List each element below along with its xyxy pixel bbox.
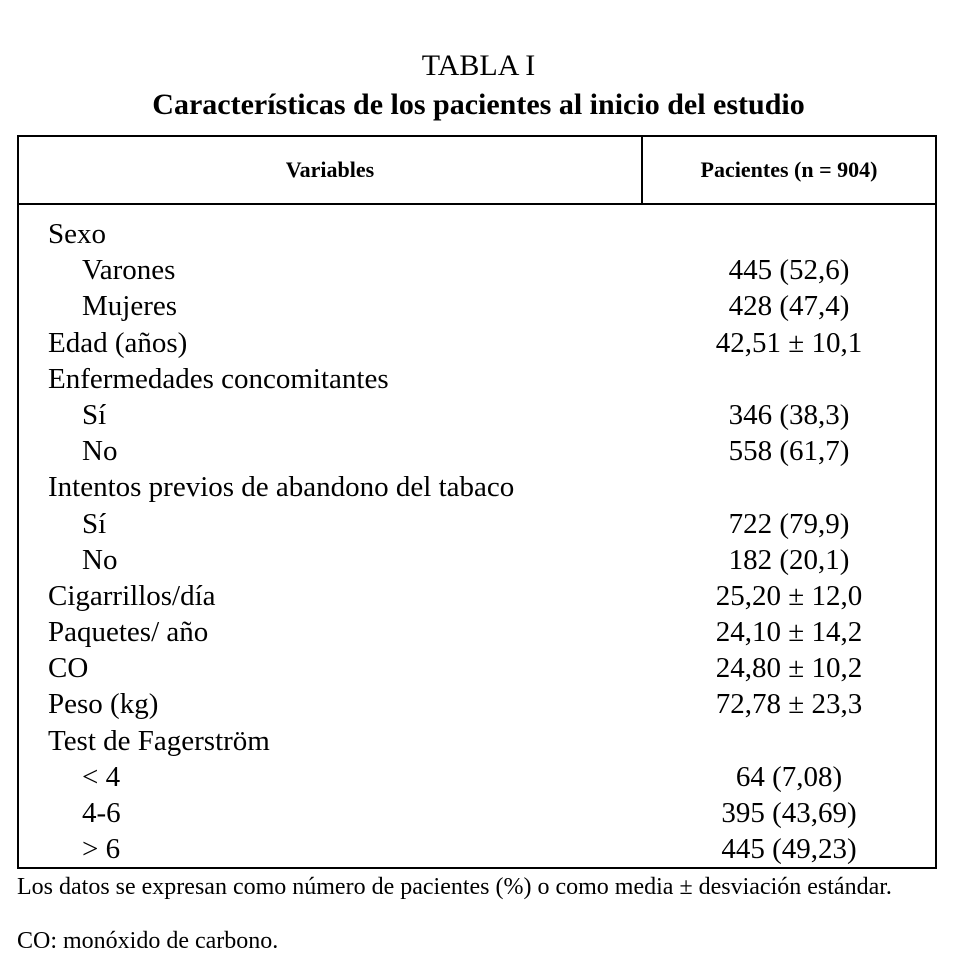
table-body: [19, 216, 935, 867]
table-row: [19, 397, 935, 433]
table-row: [19, 433, 935, 469]
row-label: Peso (kg): [48, 688, 159, 721]
table-row: [19, 361, 935, 397]
footnote-data-expression: Los datos se expresan como número de pacientes (%) o como media ± desviación estándar.: [17, 874, 892, 900]
table-row: [19, 216, 935, 252]
row-label: Edad (años): [48, 326, 188, 359]
row-label: 4-6: [82, 797, 121, 829]
row-label: Test de Fagerström: [48, 724, 270, 757]
table-row: [19, 686, 935, 722]
row-value: 72,78 ± 23,3: [715, 688, 863, 721]
row-label: No: [82, 543, 118, 576]
table-row: [19, 469, 935, 505]
table-row: [19, 831, 935, 867]
row-value: 64 (7,08): [735, 760, 843, 793]
table-row: [19, 506, 935, 542]
table-row: [19, 542, 935, 578]
table-row: [19, 759, 935, 795]
row-label: Cigarrillos/día: [48, 579, 216, 612]
row-label: Sexo: [48, 218, 106, 250]
row-value: 182 (20,1): [728, 543, 850, 576]
row-label: < 4: [82, 760, 121, 793]
table-row: [19, 578, 935, 614]
table-row: [19, 795, 935, 831]
table-header-row: [19, 137, 935, 205]
row-label: No: [82, 435, 118, 468]
table-row: [19, 252, 935, 288]
table-row: [19, 723, 935, 759]
table-row: [19, 325, 935, 361]
table-row: [19, 614, 935, 650]
row-label: > 6: [82, 833, 121, 866]
column-header-patients: Pacientes (n = 904): [700, 157, 878, 182]
row-value: 346 (38,3): [728, 398, 850, 431]
table-row: [19, 288, 935, 324]
row-value: 24,10 ± 14,2: [715, 616, 863, 649]
column-header-variables: Variables: [19, 137, 643, 203]
row-label: Intentos previos de abandono del tabaco: [48, 471, 515, 504]
row-value: 722 (79,9): [728, 507, 850, 540]
row-label: Mujeres: [82, 290, 178, 323]
row-value: 25,20 ± 12,0: [715, 579, 863, 612]
characteristics-table: [17, 135, 937, 869]
row-label: CO: [48, 652, 89, 685]
row-label: Enfermedades concomitantes: [48, 362, 389, 395]
row-label: Paquetes/ año: [48, 616, 209, 649]
table-title: Características de los pacientes al inicio del estudio: [152, 88, 805, 121]
row-value: 395 (43,69): [721, 797, 857, 829]
row-value: 428 (47,4): [728, 290, 850, 323]
row-label: Varones: [82, 254, 176, 287]
row-value: 445 (52,6): [728, 254, 850, 287]
row-label: Sí: [82, 398, 107, 431]
row-value: 24,80 ± 10,2: [715, 652, 863, 685]
row-value: 42,51 ± 10,1: [715, 326, 863, 359]
footnote-co-abbreviation: CO: monóxido de carbono.: [17, 928, 279, 954]
row-label: Sí: [82, 507, 107, 540]
row-value: 445 (49,23): [721, 833, 857, 866]
table-number: TABLA I: [421, 49, 536, 82]
row-value: 558 (61,7): [728, 435, 850, 468]
table-row: [19, 650, 935, 686]
